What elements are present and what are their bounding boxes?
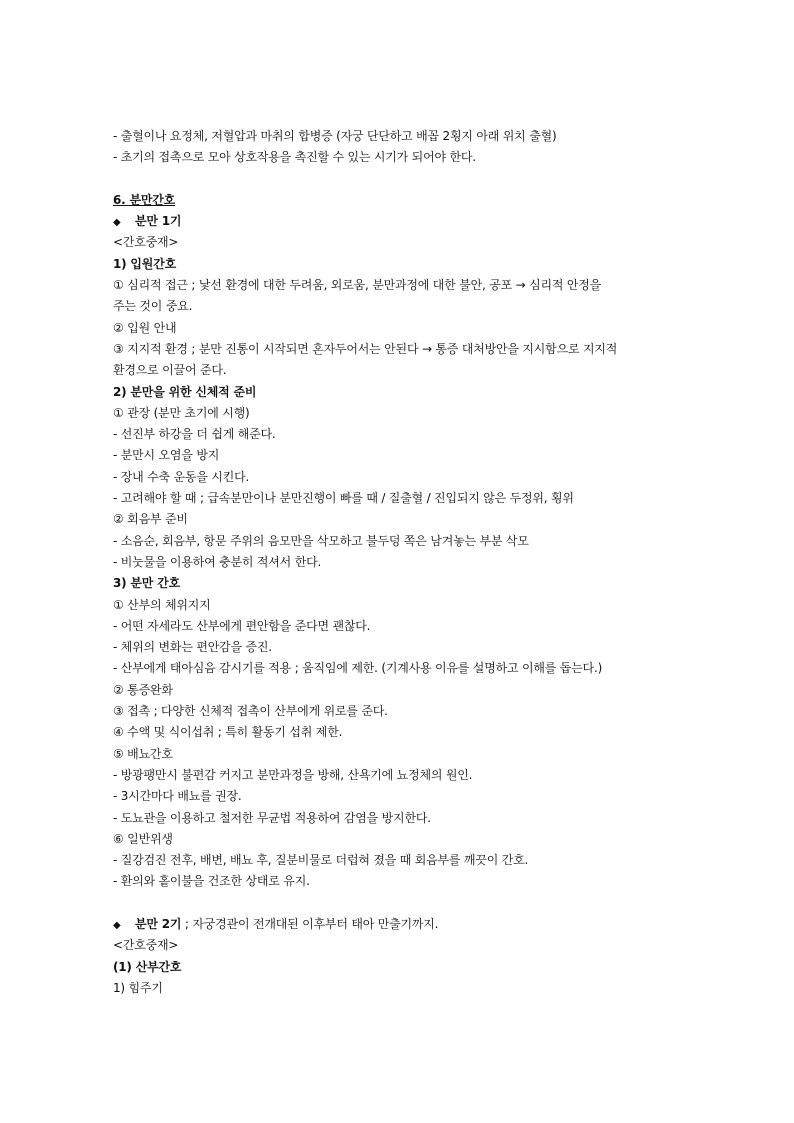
- subsection-heading: 1) 입원간호: [113, 256, 176, 271]
- text-line: 1) 힘주기: [113, 980, 163, 995]
- text-line: - 출혈이나 요정체, 저혈압과 마취의 합병증 (자궁 단단하고 배꼽 2횡지 아래 위치 출혈): [113, 129, 557, 143]
- section-heading-text: 6. 분만간호: [113, 192, 176, 207]
- text-line: ① 심리적 접근 ; 낯선 환경에 대한 두려움, 외로움, 분만과정에 대한 불안, 공포 → 심리적 안정을: [113, 278, 602, 293]
- blank-line: [113, 893, 683, 914]
- diamond-bullet-icon: ◆: [113, 217, 121, 229]
- text-line: - 환의와 홑이불을 건조한 상태로 유지.: [113, 874, 310, 889]
- diamond-bullet-icon: ◆: [113, 919, 121, 931]
- subsection-heading: (1) 산부간호: [113, 959, 182, 974]
- stage-heading-text: 분만 1기: [135, 214, 182, 229]
- nursing-label: <간호중재>: [113, 938, 179, 953]
- text-line: - 체위의 변화는 편안감을 증진.: [113, 640, 272, 655]
- text-line: - 비눗물을 이용하여 충분히 적셔서 한다.: [113, 554, 322, 569]
- nursing-label: <간호중재>: [113, 235, 179, 250]
- text-line: 환경으로 이끌어 준다.: [113, 363, 227, 378]
- text-line: - 산부에게 태아심음 감시기를 적용 ; 움직임에 제한. (기계사용 이유를 설명하고 이해를 돕는다.): [113, 661, 603, 676]
- text-line: - 도뇨관을 이용하고 철저한 무균법 적용하여 감염을 방지한다.: [113, 810, 431, 825]
- text-line: - 분만시 오염을 방지: [113, 448, 220, 463]
- text-line: ⑥ 일반위생: [113, 831, 173, 846]
- text-line: - 질강검진 전후, 배변, 배뇨 후, 질분비물로 더럽혀 졌을 때 회음부를 깨끗이 간호.: [113, 853, 529, 868]
- text-line: ③ 접촉 ; 다양한 신체적 접촉이 산부에게 위로를 준다.: [113, 704, 388, 719]
- text-line: - 장내 수축 운동을 시킨다.: [113, 469, 250, 484]
- blank-line: [113, 169, 683, 190]
- subsection-heading: 2) 분만을 위한 신체적 준비: [113, 384, 257, 399]
- text-line: ⑤ 배뇨간호: [113, 746, 173, 761]
- text-line: ① 관장 (분만 초기에 시행): [113, 405, 250, 420]
- text-line: ② 회음부 준비: [113, 512, 188, 527]
- text-line: - 3시간마다 배뇨를 권장.: [113, 789, 242, 804]
- text-line: ④ 수액 및 식이섭취 ; 특히 활동기 섭취 제한.: [113, 725, 343, 740]
- text-line: ② 통증완화: [113, 682, 173, 697]
- section-heading: [113, 190, 683, 211]
- stage-heading-text: 분만 2기: [135, 916, 182, 931]
- text-line: ② 입원 안내: [113, 320, 177, 335]
- text-line: 주는 것이 중요.: [113, 299, 193, 314]
- text-line: - 방광팽만시 불편감 커지고 분만과정을 방해, 산욕기에 뇨정체의 원인.: [113, 767, 473, 782]
- subsection-heading: 3) 분만 간호: [113, 576, 180, 591]
- text-line: - 어떤 자세라도 산부에게 편안함을 준다면 괜찮다.: [113, 618, 371, 633]
- document-page: [113, 126, 683, 999]
- stage-description: ; 자궁경관이 전개대된 이후부터 태아 만출기까지.: [181, 916, 439, 931]
- text-line: ③ 지지적 환경 ; 분만 진통이 시작되면 혼자두어서는 안된다 → 통증 대처방안을 지시함으로 지지적: [113, 341, 618, 356]
- stage-heading: [113, 914, 683, 935]
- text-line: - 초기의 접촉으로 모아 상호작용을 촉진할 수 있는 시기가 되어야 한다.: [113, 150, 476, 165]
- stage-heading: [113, 211, 683, 232]
- text-line: - 소음순, 회음부, 항문 주위의 음모만을 삭모하고 불두덩 쪽은 남겨놓는 부분 삭모: [113, 533, 529, 548]
- text-line: - 고려해야 할 때 ; 급속분만이나 분만진행이 빠를 때 / 질출혈 / 진입되지 않은 두정위, 횡위: [113, 491, 574, 506]
- text-line: ① 산부의 체위지지: [113, 597, 211, 612]
- text-line: - 선진부 하강을 더 쉽게 해준다.: [113, 427, 276, 442]
